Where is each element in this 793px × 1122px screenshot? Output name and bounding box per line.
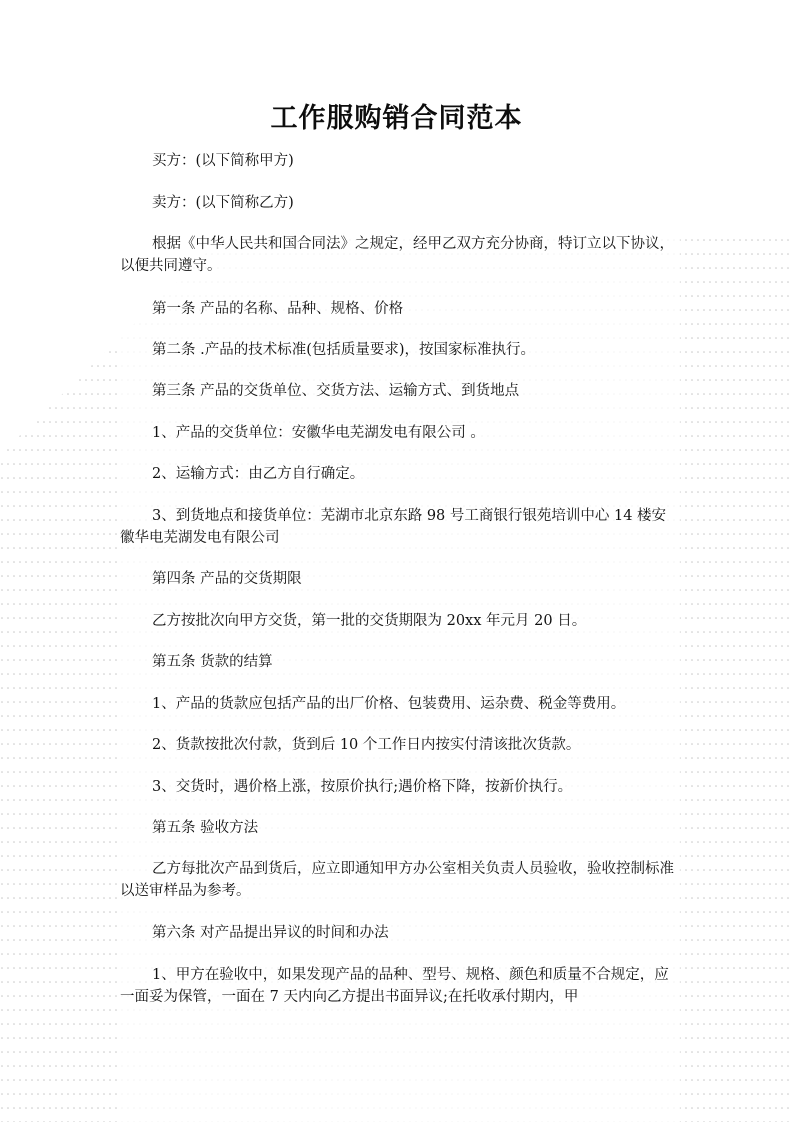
article-3-item-1: 1、产品的交货单位：安徽华电芜湖发电有限公司 。 bbox=[152, 425, 485, 441]
article-2: 第二条 .产品的技术标准(包括质量要求)，按国家标准执行。 bbox=[152, 342, 536, 358]
document-title: 工作服购销合同范本 bbox=[270, 103, 523, 134]
paragraph-buyer: 买方：(以下简称甲方) bbox=[152, 153, 294, 169]
inspection-heading: 第五条 验收方法 bbox=[152, 820, 259, 836]
paragraph-seller: 卖方：(以下简称乙方) bbox=[152, 195, 294, 211]
inspection-body: 乙方每批次产品到货后，应立即通知甲方办公室相关负责人员验收，验收控制标准以送审样品为参考。 bbox=[120, 861, 674, 899]
article-4-heading: 第四条 产品的交货期限 bbox=[152, 571, 302, 587]
article-3-item-3: 3、到货地点和接货单位：芜湖市北京东路 98 号工商银行银苑培训中心 14 楼安徽华电芜湖发电有限公司 bbox=[120, 508, 667, 546]
article-5-item-3: 3、交货时，遇价格上涨，按原价执行;遇价格下降，按新价执行。 bbox=[152, 779, 573, 795]
article-3-heading: 第三条 产品的交货单位、交货方法、运输方式、到货地点 bbox=[152, 383, 520, 399]
article-3-item-2: 2、运输方式：由乙方自行确定。 bbox=[152, 466, 365, 482]
article-4-body: 乙方按批次向甲方交货，第一批的交货期限为 20xx 年元月 20 日。 bbox=[152, 613, 587, 629]
article-5-item-1: 1、产品的货款应包括产品的出厂价格、包装费用、运杂费、税金等费用。 bbox=[152, 696, 626, 712]
article-1-heading: 第一条 产品的名称、品种、规格、价格 bbox=[152, 301, 404, 317]
article-5-item-2: 2、货款按批次付款，货到后 10 个工作日内按实付清该批次货款。 bbox=[152, 737, 581, 753]
article-5-heading: 第五条 货款的结算 bbox=[152, 654, 273, 670]
paragraph-preamble: 根据《中华人民共和国合同法》之规定，经甲乙双方充分协商，特订立以下协议，以便共同遵守。 bbox=[120, 236, 674, 274]
article-6-heading: 第六条 对产品提出异议的时间和办法 bbox=[152, 925, 389, 941]
article-6-item-1: 1、甲方在验收中，如果发现产品的品种、型号、规格、颜色和质量不合规定，应一面妥为保管，一面在 7 天内向乙方提出书面异议;在托收承付期内，甲 bbox=[120, 967, 669, 1005]
